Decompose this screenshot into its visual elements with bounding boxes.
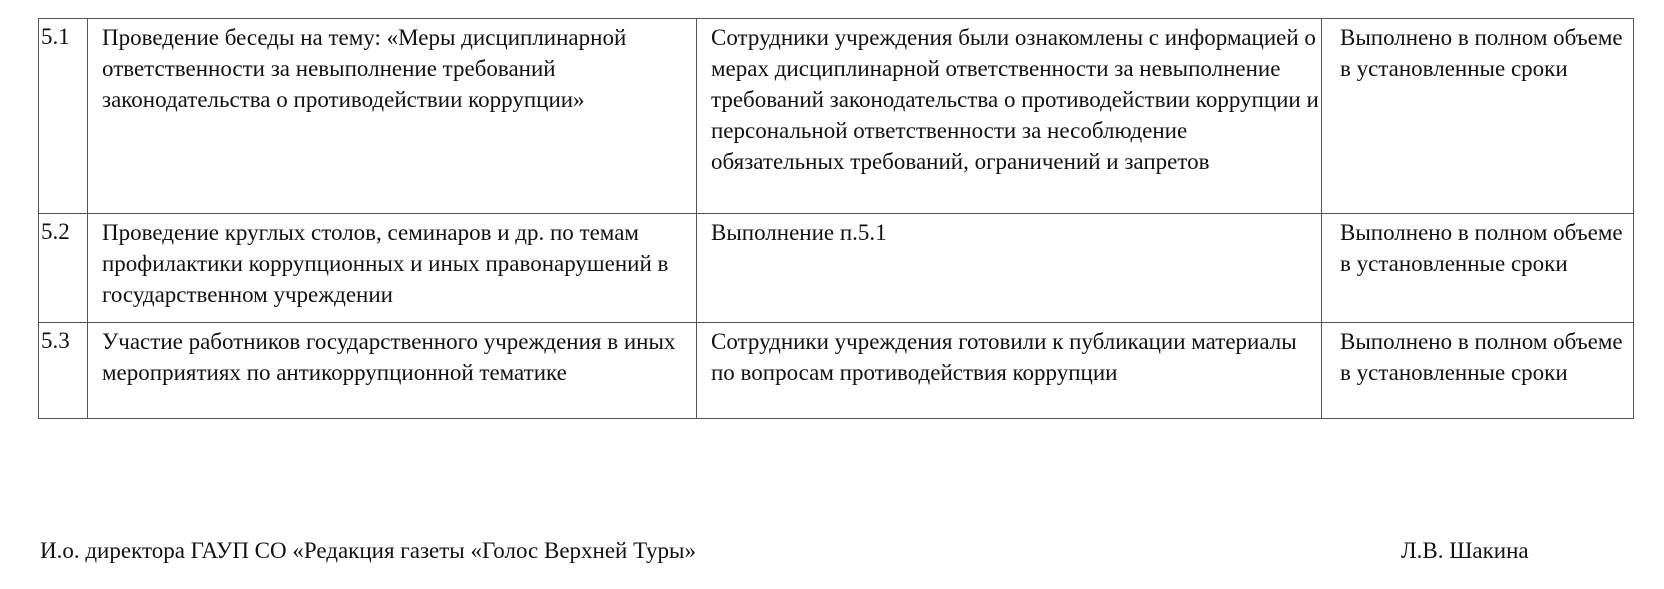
event-cell <box>88 19 697 214</box>
event-text: Проведение круглых столов, семинаров и др. по темам профилактики коррупционных и иных правонарушений в государственном учреждении <box>102 220 669 307</box>
result-text: Выполнение п.5.1 <box>711 220 887 245</box>
table-row <box>39 323 1634 419</box>
result-text: Сотрудники учреждения готовили к публикации материалы по вопросам противодействия коррупции <box>711 329 1297 385</box>
signatory-position: И.о. директора ГАУП СО «Редакция газеты «Голос Верхней Туры» <box>40 538 696 563</box>
event-cell <box>88 214 697 323</box>
status-text: Выполнено в полном объеме в установленные сроки <box>1340 25 1623 81</box>
result-cell <box>697 214 1322 323</box>
result-cell <box>697 323 1322 419</box>
measures-table <box>38 18 1634 419</box>
table-row <box>39 19 1634 214</box>
status-cell <box>1322 323 1634 419</box>
table-row <box>39 214 1634 323</box>
status-cell <box>1322 214 1634 323</box>
status-text: Выполнено в полном объеме в установленные сроки <box>1340 329 1623 385</box>
row-number: 5.1 <box>39 19 88 214</box>
result-text: Сотрудники учреждения были ознакомлены с информацией о мерах дисциплинарной ответственности за невыполнение требований законодательства о противодействии коррупции и персональной ответственности за несоблюдение обязательных требований, ограничений и запретов <box>711 25 1319 174</box>
row-number: 5.2 <box>39 214 88 323</box>
status-cell <box>1322 19 1634 214</box>
status-text: Выполнено в полном объеме в установленные сроки <box>1340 220 1623 276</box>
row-number: 5.3 <box>39 323 88 419</box>
signatory-name: Л.В. Шакина <box>1401 538 1529 563</box>
event-text: Участие работников государственного учреждения в иных мероприятиях по антикоррупционной тематике <box>102 329 676 385</box>
event-text: Проведение беседы на тему: «Меры дисциплинарной ответственности за невыполнение требований законодательства о противодействии коррупции» <box>102 25 627 112</box>
result-cell <box>697 19 1322 214</box>
event-cell <box>88 323 697 419</box>
